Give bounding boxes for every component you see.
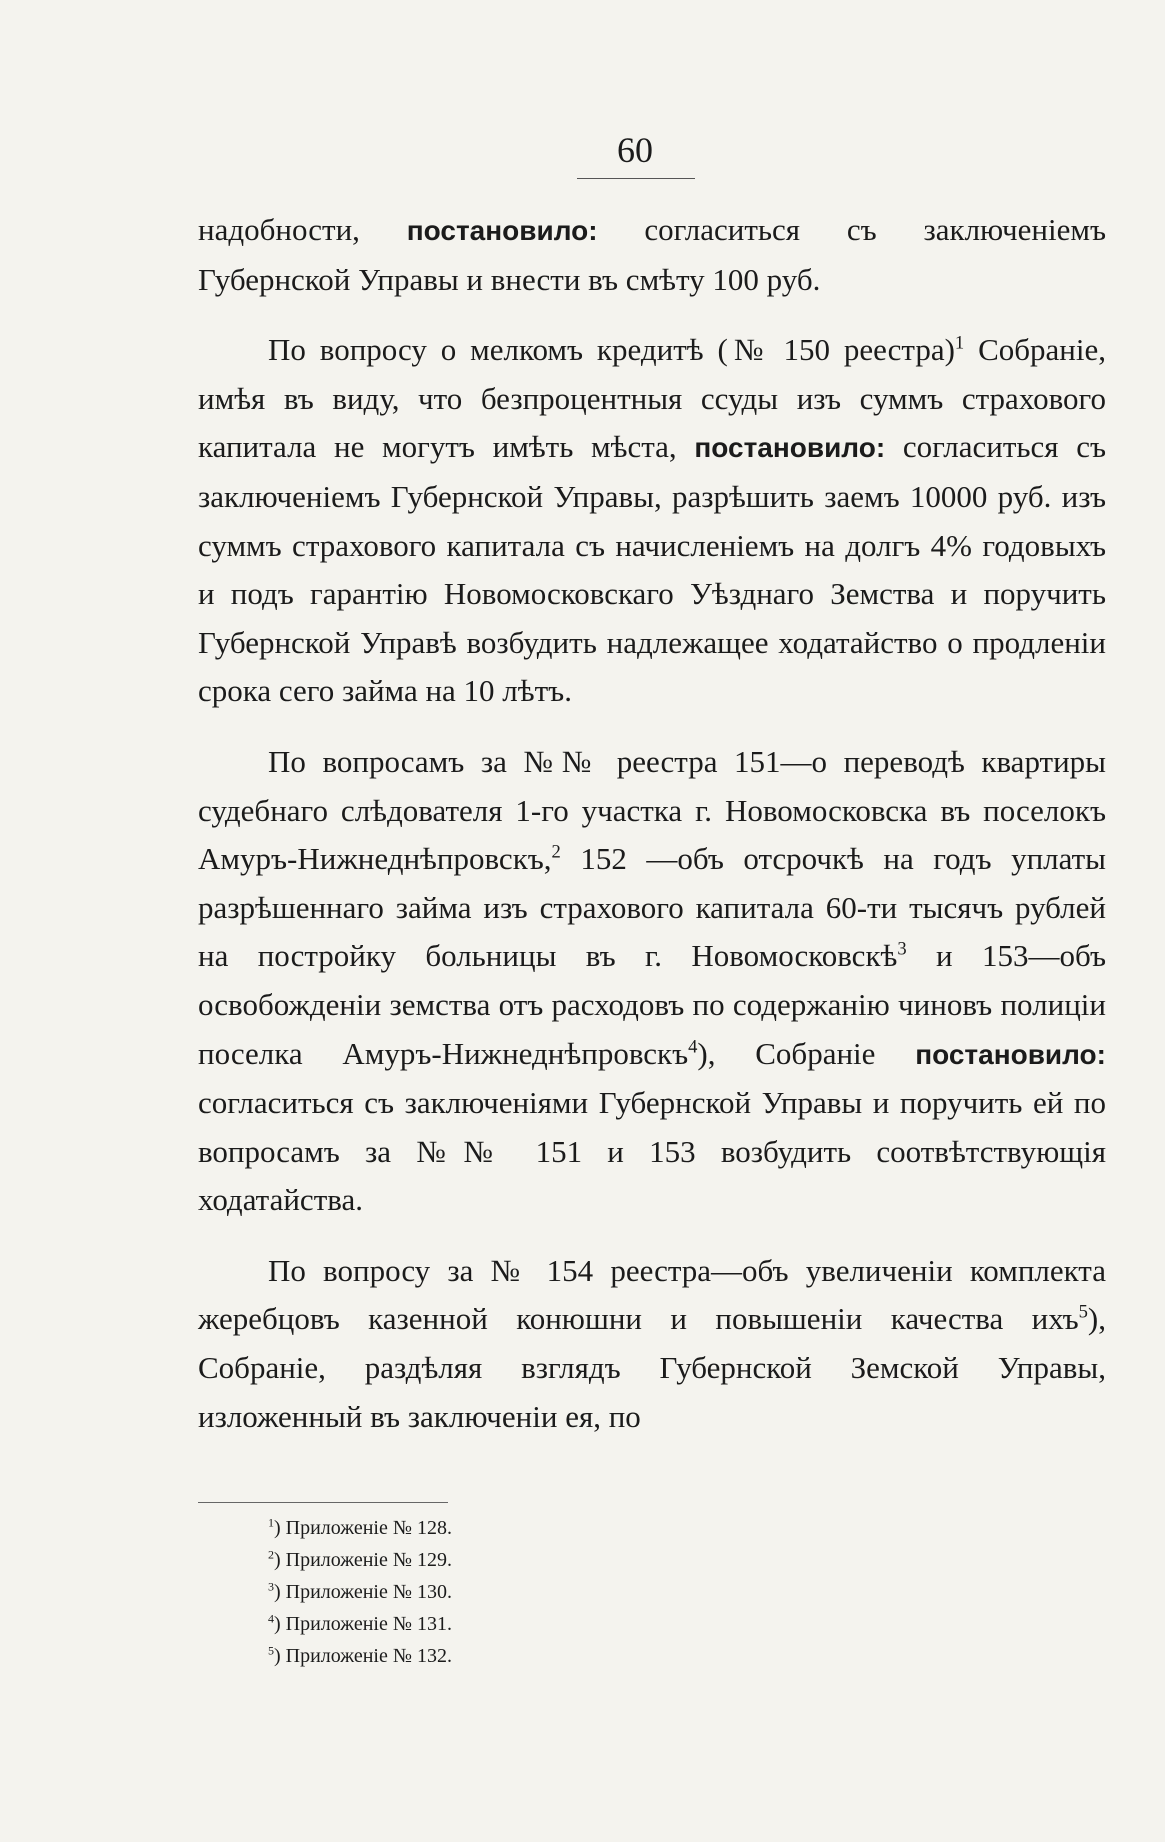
footnote-5 <box>268 1640 768 1672</box>
page-number: 60 <box>617 130 653 170</box>
footnote-3 <box>268 1576 768 1608</box>
paragraph-2-text-before: По вопросу о мелкомъ кредитѣ (№ 150 реестра) <box>268 332 955 368</box>
footnote-4 <box>268 1608 768 1640</box>
footnote-2-mark: 2 <box>268 1547 274 1562</box>
paragraph-3-text-c: и 153—объ освобожденіи земства отъ расходовъ по содержанію чиновъ полиціи поселка Амуръ-Нижнеднѣпровскъ <box>198 938 1106 1071</box>
footnote-ref-5: 5 <box>1078 1302 1088 1324</box>
paragraph-2-text-after: согласиться съ заключеніемъ Губернской Управы, разрѣшить заемъ 10000 руб. изъ суммъ страхового капитала съ начисленіемъ на долгъ 4% годовыхъ и подъ гарантію Новомосковскаго Уѣзднаго Земства и поручить Губернской Управѣ возбудить надлежащее ходатайство о продленіи срока сего займа на 10 лѣтъ. <box>198 429 1106 709</box>
paragraph-3-text-a: По вопросамъ за №№ реестра 151—о переводѣ квартиры судебнаго слѣдователя 1-го участка г. Новомосковска въ поселокъ Амуръ-Нижнеднѣпровскъ, <box>198 743 1106 877</box>
footnote-ref-2: 2 <box>551 841 561 863</box>
paragraph-2-resolution: постановило: <box>694 432 886 464</box>
paragraph-1 <box>198 206 1106 304</box>
footnote-1-mark: 1 <box>268 1515 274 1530</box>
paragraph-2 <box>198 326 1106 716</box>
footnote-ref-3: 3 <box>897 938 907 960</box>
paragraph-1-text-after: согласиться съ заключеніемъ Губернской Управы и внести въ смѣту 100 руб. <box>198 212 1106 297</box>
footnote-rule <box>198 1502 448 1503</box>
footnote-5-mark: 5 <box>268 1643 274 1658</box>
paragraph-3-resolution: постановило: <box>915 1038 1106 1070</box>
footnote-2-text: ) Приложеніе № 129. <box>274 1549 452 1571</box>
paragraph-3-text-after: согласиться съ заключеніями Губернской Управы и поручить ей по вопросамъ за №№ 151 и 153 возбудить соотвѣтствующія ходатайства. <box>198 1085 1106 1218</box>
paragraph-3-text-d: ), Собраніе <box>697 1035 916 1071</box>
paragraph-3-text-b: 152 —объ отсрочкѣ на годъ уплаты разрѣшеннаго займа изъ страхового капитала 60-ти тысячъ рублей на постройку больницы въ г. Новомосковскѣ <box>198 841 1106 974</box>
paragraph-4-text-after: ), Собраніе, раздѣляя взглядъ Губернской Земской Управы, изложенный въ заключеніи ея, по <box>198 1301 1106 1434</box>
paragraph-1-resolution: постановило: <box>406 215 598 246</box>
paragraph-4 <box>198 1247 1106 1441</box>
paragraph-3 <box>198 738 1106 1225</box>
footnote-ref-4: 4 <box>688 1036 698 1058</box>
body-text <box>198 206 1106 1441</box>
footnotes <box>268 1512 768 1672</box>
footnote-1-text: ) Приложеніе № 128. <box>274 1517 452 1539</box>
paragraph-2-text-mid: Собраніе, имѣя въ виду, что безпроцентныя ссуды изъ суммъ страхового капитала не могутъ имѣть мѣста, <box>198 332 1106 465</box>
footnote-1 <box>268 1512 768 1544</box>
footnote-2 <box>268 1544 768 1576</box>
paragraph-1-text-before: надобности, <box>198 212 407 247</box>
paragraph-4-text-before: По вопросу за № 154 реестра—объ увеличеніи комплекта жеребцовъ казенной конюшни и повышеніи качества ихъ <box>198 1252 1106 1337</box>
footnote-3-mark: 3 <box>268 1579 274 1594</box>
footnote-5-text: ) Приложеніе № 132. <box>274 1645 452 1667</box>
footnote-ref-1: 1 <box>954 332 965 354</box>
page-number-rule <box>577 178 695 179</box>
footnote-4-mark: 4 <box>268 1611 274 1626</box>
footnote-3-text: ) Приложеніе № 130. <box>274 1581 452 1603</box>
footnote-4-text: ) Приложеніе № 131. <box>274 1613 452 1635</box>
